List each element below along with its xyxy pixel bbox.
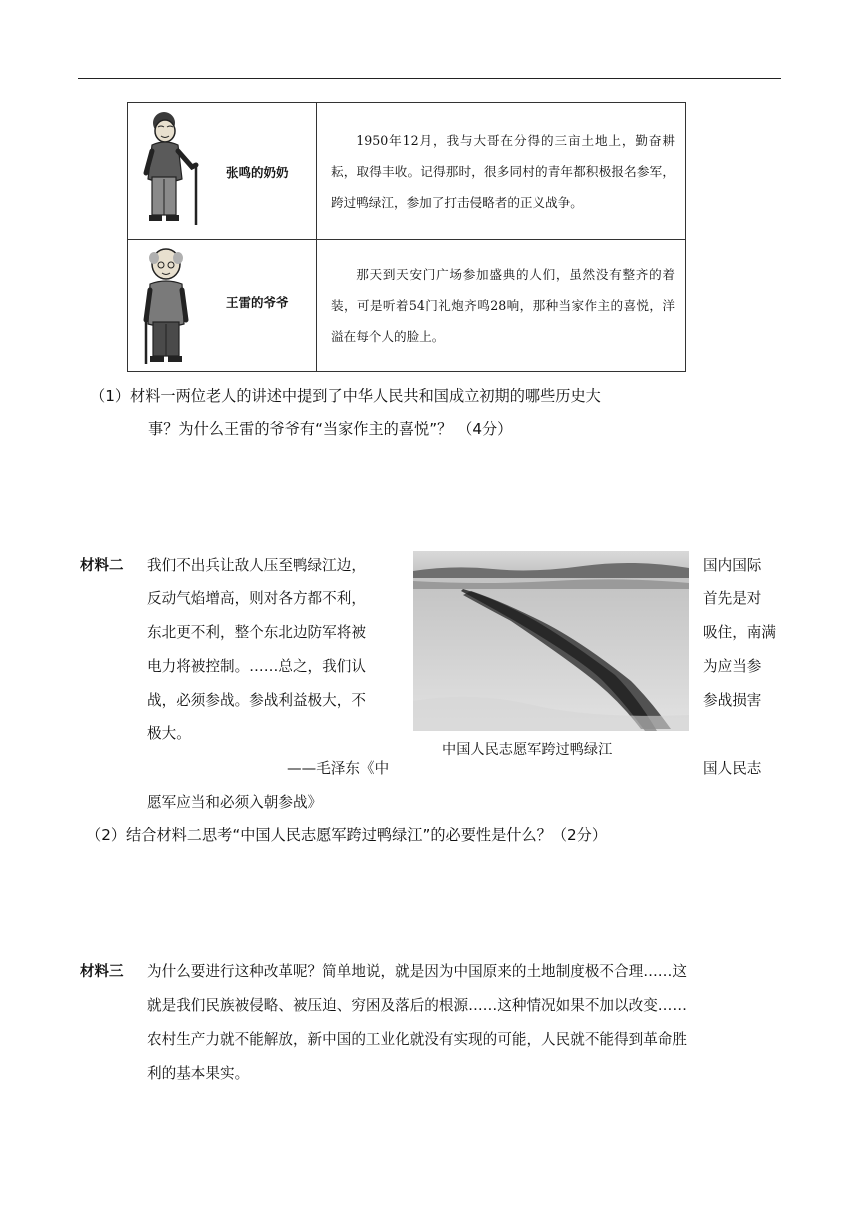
material2-line: 极大。 bbox=[147, 725, 191, 742]
material2-source: 愿军应当和必须入朝参战》 bbox=[147, 794, 323, 811]
question1-number: （1） bbox=[90, 387, 131, 405]
material2-line: 反动气焰增高，则对各方都不利， bbox=[147, 590, 366, 607]
material2-line: 战，必须参战。参战利益极大，不 bbox=[147, 692, 366, 709]
header-rule bbox=[78, 78, 781, 79]
person-name: 张鸣的奶奶 bbox=[226, 165, 289, 180]
material2-line: 首先是对 bbox=[703, 590, 762, 607]
elderly-man-with-cane-icon bbox=[136, 246, 206, 370]
material2-line: 我们不出兵让敌人压至鸭绿江边， bbox=[147, 557, 366, 574]
material2-line: 为应当参 bbox=[703, 658, 762, 675]
table-row bbox=[128, 240, 686, 372]
material2-line: 国人民志 bbox=[703, 760, 762, 777]
table-row bbox=[128, 103, 686, 240]
material2-line: 参战损害 bbox=[703, 692, 762, 709]
question1-line: 事？为什么王雷的爷爷有“当家作主的喜悦”？ （4分） bbox=[148, 420, 513, 438]
photo-caption: 中国人民志愿军跨过鸭绿江 bbox=[442, 742, 613, 758]
elderly-woman-with-cane-icon bbox=[136, 109, 206, 233]
material2-label: 材料二 bbox=[80, 558, 124, 574]
material3-line: 利的基本果实。 bbox=[147, 1065, 250, 1082]
testimony-text: 1950年12月，我与大哥在分得的三亩土地上，勤奋耕耘，取得丰收。记得那时，很多同村的青年都积极报名参军，跨过鸭绿江，参加了打击侵略者的正义战争。 bbox=[317, 103, 686, 240]
material2-source: ——毛泽东《中 bbox=[287, 760, 390, 777]
material3-line: 农村生产力就不能解放，新中国的工业化就没有实现的可能，人民就不能得到革命胜 bbox=[147, 1031, 687, 1048]
material2-line: 国内国际 bbox=[703, 557, 762, 574]
material3-line: 就是我们民族被侵略、被压迫、穷困及落后的根源……这种情况如果不加以改变…… bbox=[147, 997, 687, 1014]
troops-crossing-river-photo bbox=[413, 551, 689, 731]
person-cell bbox=[128, 240, 317, 372]
material3-line: 为什么要进行这种改革呢？简单地说，就是因为中国原来的土地制度极不合理……这 bbox=[147, 963, 687, 980]
material2-line: 电力将被控制。……总之，我们认 bbox=[147, 658, 366, 675]
question2-text: （2）结合材料二思考“中国人民志愿军跨过鸭绿江”的必要性是什么？（2分） bbox=[86, 826, 608, 844]
person-name: 王雷的爷爷 bbox=[226, 295, 289, 310]
material2-line: 吸住，南满 bbox=[703, 624, 776, 641]
question1-line: 材料一两位老人的讲述中提到了中华人民共和国成立初期的哪些历史大 bbox=[130, 387, 601, 405]
person-cell bbox=[128, 103, 317, 240]
testimony-text: 那天到天安门广场参加盛典的人们，虽然没有整齐的着装，可是听着54门礼炮齐鸣28响，那种当家作主的喜悦，洋溢在每个人的脸上。 bbox=[317, 240, 686, 372]
material3-label: 材料三 bbox=[80, 964, 124, 980]
material1-table bbox=[127, 102, 686, 372]
material2-line: 东北更不利，整个东北边防军将被 bbox=[147, 624, 366, 641]
